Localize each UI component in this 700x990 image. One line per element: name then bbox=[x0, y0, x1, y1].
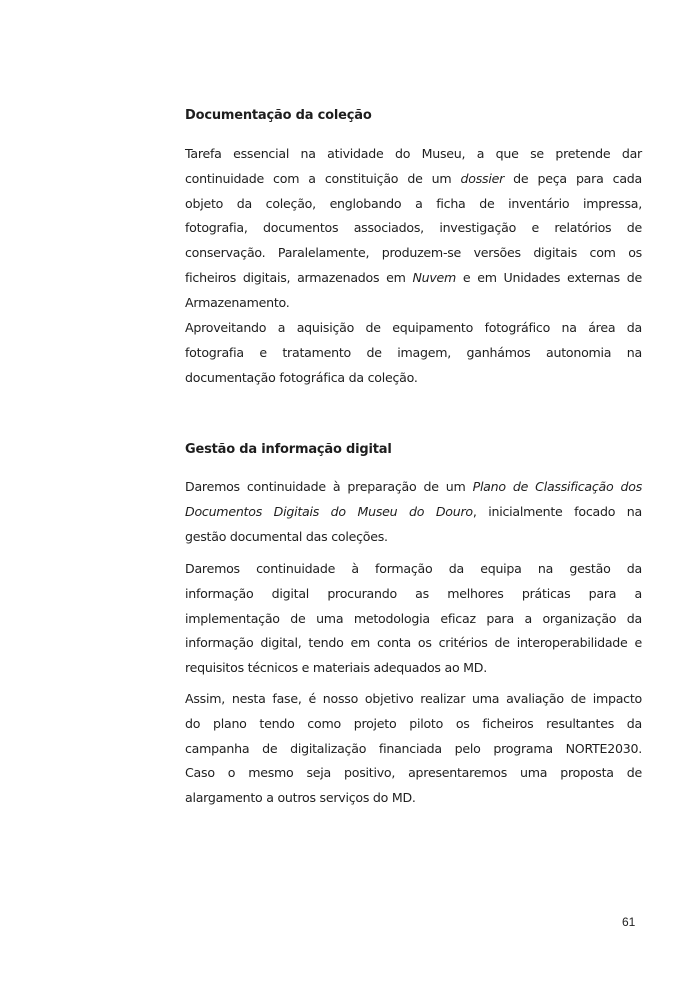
text-run: ficheiros digitais, armazenados em bbox=[185, 269, 413, 285]
section-heading: Documentação da coleção bbox=[185, 108, 372, 123]
text-line bbox=[185, 167, 642, 192]
text-line bbox=[185, 142, 642, 167]
text-run: conservação. Paralelamente, produzem-se versões digitais com os bbox=[185, 245, 642, 261]
text-line bbox=[185, 241, 642, 266]
text-line bbox=[185, 582, 642, 607]
text-run: requisitos técnicos e materiais adequados ao MD. bbox=[185, 660, 487, 676]
text-line bbox=[185, 786, 642, 811]
text-line bbox=[185, 687, 642, 712]
text-line bbox=[185, 631, 642, 656]
text-run: alargamento a outros serviços do MD. bbox=[185, 790, 416, 806]
text-run: Caso o mesmo seja positivo, apresentaremos uma proposta de bbox=[185, 765, 642, 781]
text-run: Tarefa essencial na atividade do Museu, a que se pretende dar bbox=[185, 146, 642, 161]
text-line bbox=[185, 557, 642, 582]
text-line bbox=[185, 192, 642, 217]
text-run: documentação fotográfica da coleção. bbox=[185, 369, 418, 385]
text-run: implementação de uma metodologia eficaz para a organização da bbox=[185, 610, 642, 626]
text-run: fotografia, documentos associados, investigação e relatórios de bbox=[185, 220, 642, 236]
italic-text-run: dossier bbox=[460, 170, 505, 186]
text-run: continuidade com a constituição de um bbox=[185, 170, 461, 186]
text-run: informação digital procurando as melhores práticas para a bbox=[185, 585, 642, 601]
text-run: do plano tendo como projeto piloto os ficheiros resultantes da bbox=[185, 715, 642, 731]
text-run: Daremos continuidade à formação da equipa na gestão da bbox=[185, 561, 642, 576]
text-run: fotografia e tratamento de imagem, ganhámos autonomia na bbox=[185, 344, 642, 360]
text-run: campanha de digitalização financiada pelo programa NORTE2030. bbox=[185, 740, 642, 756]
text-line bbox=[185, 366, 642, 391]
text-run: Armazenamento. bbox=[185, 294, 290, 310]
text-line bbox=[185, 216, 642, 241]
paragraph bbox=[185, 557, 642, 681]
text-run: e em Unidades externas de bbox=[456, 269, 642, 285]
text-run: gestão documental das coleções. bbox=[185, 528, 388, 544]
page-number: 61 bbox=[622, 915, 636, 929]
text-run: Aproveitando a aquisição de equipamento fotográfico na área da bbox=[185, 320, 642, 335]
text-line bbox=[185, 607, 642, 632]
text-line bbox=[185, 500, 642, 525]
paragraph bbox=[185, 142, 642, 316]
italic-text-run: Documentos Digitais do Museu do Douro bbox=[185, 503, 473, 519]
text-run: Daremos continuidade à preparação de um bbox=[185, 479, 473, 494]
text-run: , inicialmente focado na bbox=[472, 503, 642, 519]
paragraph bbox=[185, 475, 642, 549]
text-run: Assim, nesta fase, é nosso objetivo realizar uma avaliação de impacto bbox=[185, 691, 642, 706]
text-run: informação digital, tendo em conta os critérios de interoperabilidade e bbox=[185, 635, 642, 651]
text-line bbox=[185, 266, 642, 291]
text-run: objeto da coleção, englobando a ficha de inventário impressa, bbox=[185, 195, 642, 211]
paragraph bbox=[185, 687, 642, 811]
section-heading: Gestão da informação digital bbox=[185, 442, 392, 457]
text-line bbox=[185, 737, 642, 762]
text-run: de peça para cada bbox=[504, 170, 642, 186]
text-line bbox=[185, 761, 642, 786]
italic-text-run: Plano de Classificação dos bbox=[472, 479, 643, 494]
text-line bbox=[185, 475, 642, 500]
paragraph bbox=[185, 316, 642, 390]
text-line bbox=[185, 341, 642, 366]
text-line bbox=[185, 291, 642, 316]
text-line bbox=[185, 525, 642, 550]
text-line bbox=[185, 316, 642, 341]
italic-text-run: Nuvem bbox=[412, 269, 457, 285]
text-line bbox=[185, 656, 642, 681]
text-line bbox=[185, 712, 642, 737]
